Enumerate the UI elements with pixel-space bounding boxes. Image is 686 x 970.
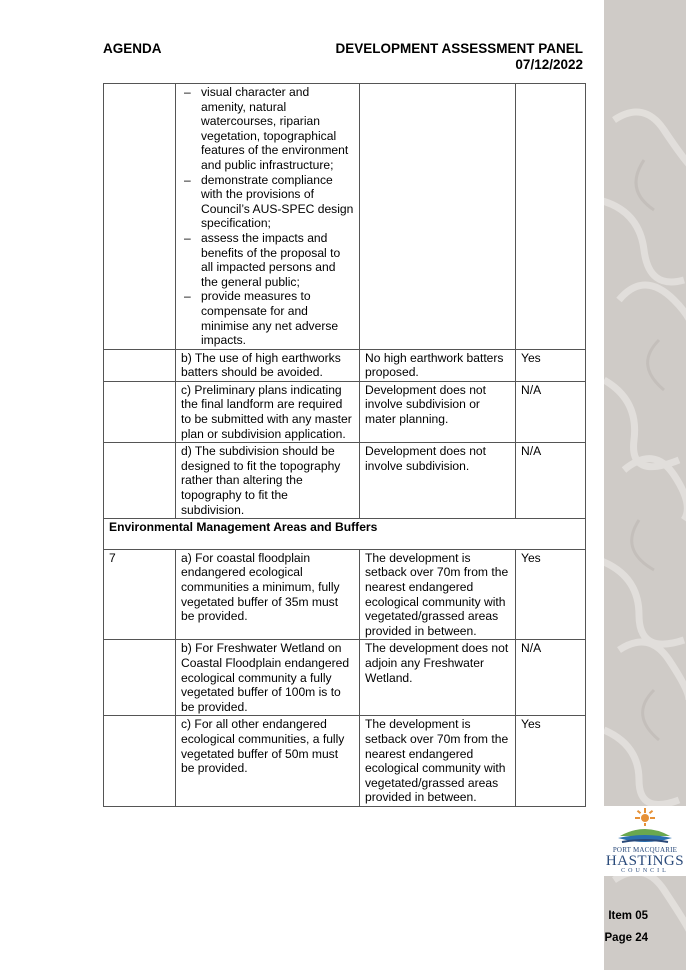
control-cell: b) The use of high earthworks batters should be avoided. [176, 349, 360, 381]
compliance-cell: N/A [516, 443, 586, 519]
control-cell: c) For all other endangered ecological communities, a fully vegetated buffer of 50m must be provided. [176, 716, 360, 807]
compliance-cell [516, 84, 586, 350]
section-heading: Environmental Management Areas and Buffers [104, 519, 586, 550]
list-item: – provide measures to compensate for and minimise any net adverse impacts. [181, 289, 354, 347]
page-number: Page 24 [604, 932, 648, 944]
list-item: – demonstrate compliance with the provisions of Council’s AUS-SPEC design specification; [181, 173, 354, 231]
council-logo [604, 806, 686, 876]
number-cell [104, 640, 176, 716]
response-cell: The development does not adjoin any Freshwater Wetland. [360, 640, 516, 716]
table-row [104, 349, 586, 381]
table-row [104, 381, 586, 442]
number-cell [104, 443, 176, 519]
meeting-date: 07/12/2022 [515, 57, 583, 72]
assessment-table [103, 83, 586, 807]
table-row [104, 640, 586, 716]
number-cell [104, 84, 176, 350]
section-heading-row [104, 519, 586, 550]
response-cell: The development is setback over 70m from the nearest endangered ecological community with vegetated/grassed areas provided in between. [360, 716, 516, 807]
table-row [104, 443, 586, 519]
table-row [104, 84, 586, 350]
response-cell: The development is setback over 70m from the nearest endangered ecological community with vegetated/grassed areas provided in between. [360, 549, 516, 640]
number-cell [104, 349, 176, 381]
response-cell: Development does not involve subdivision. [360, 443, 516, 519]
item-number: Item 05 [608, 910, 648, 922]
control-cell: b) For Freshwater Wetland on Coastal Floodplain endangered ecological community a fully vegetated buffer of 100m is to be provided. [176, 640, 360, 716]
table-row [104, 549, 586, 640]
panel-title: DEVELOPMENT ASSESSMENT PANEL [335, 41, 583, 56]
table-row [104, 716, 586, 807]
control-cell [176, 84, 360, 350]
number-cell [104, 381, 176, 442]
control-cell: c) Preliminary plans indicating the final landform are required to be submitted with any master plan or subdivision application. [176, 381, 360, 442]
number-cell: 7 [104, 549, 176, 640]
logo-line-2: HASTINGS [605, 853, 685, 869]
response-cell [360, 84, 516, 350]
logo-line-1: PORT MACQUARIE [612, 846, 678, 854]
compliance-cell: N/A [516, 381, 586, 442]
control-cell: d) The subdivision should be designed to fit the topography rather than altering the topography to fit the subdivision. [176, 443, 360, 519]
bullet-list [181, 85, 354, 348]
header-right [263, 41, 583, 73]
list-item: – assess the impacts and benefits of the proposal to all impacted persons and the general public; [181, 231, 354, 289]
number-cell [104, 716, 176, 807]
response-cell: No high earthwork batters proposed. [360, 349, 516, 381]
list-item: – visual character and amenity, natural watercourses, riparian vegetation, topographical features of the environment and public infrastructure; [181, 85, 354, 173]
logo-line-3: COUNCIL [621, 868, 669, 874]
compliance-cell: Yes [516, 716, 586, 807]
compliance-cell: Yes [516, 549, 586, 640]
response-cell: Development does not involve subdivision or mater planning. [360, 381, 516, 442]
compliance-cell: Yes [516, 349, 586, 381]
agenda-label: AGENDA [103, 41, 162, 56]
compliance-cell: N/A [516, 640, 586, 716]
sun-landscape-icon [604, 806, 686, 846]
control-cell: a) For coastal floodplain endangered ecological communities a minimum, fully vegetated buffer of 35m must be provided. [176, 549, 360, 640]
